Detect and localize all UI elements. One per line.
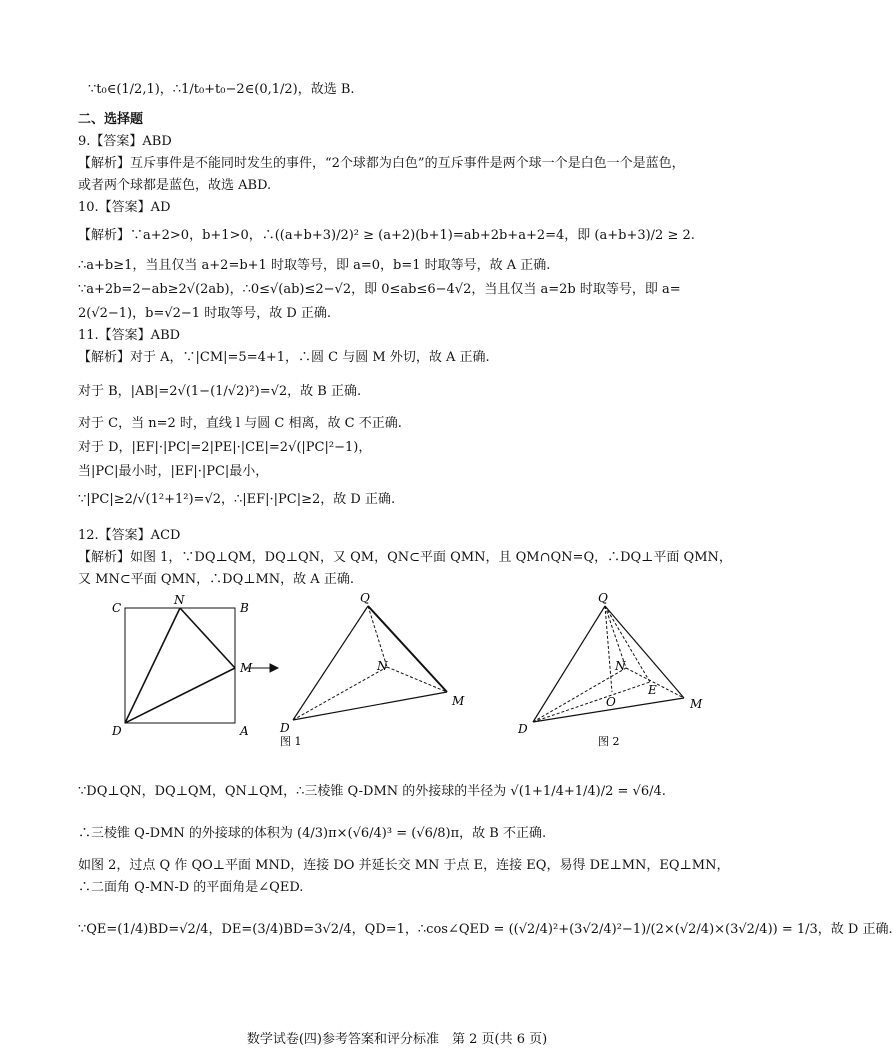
- f1-label-N: N: [377, 659, 388, 673]
- line-l20: ∵DQ⊥QN，DQ⊥QM，QN⊥QM，∴三棱锥 Q-DMN 的外接球的半径为 √(1+1/4+1/4)/2 = √6/4.: [78, 784, 666, 799]
- line-l8: ∵a+2b=2−ab≥2√(2ab)，∴0≤√(ab)≤2−√2，即 0≤ab≤6−4√2，当且仅当 a=2b 时取等号，即 a=: [78, 282, 681, 297]
- f2-label-D: D: [518, 722, 528, 736]
- line-l13: 对于 C，当 n=2 时，直线 l 与圆 C 相离，故 C 不正确.: [78, 416, 402, 431]
- label-B: B: [240, 601, 249, 615]
- line-l24: ∵QE=(1/4)BD=√2/4，DE=(3/4)BD=3√2/4，QD=1，∴cos∠QED = ((√2/4)²+(3√2/4)²−1)/(2×(√2/4)×(3√2/4)) = 1/3，故 D 正确.: [78, 922, 893, 937]
- line-l14: 对于 D，|EF|·|PC|=2|PE|·|CE|=2√(|PC|²−1)，: [78, 440, 372, 455]
- answer-12: 12.【答案】ACD: [78, 528, 181, 543]
- line-l22: 如图 2，过点 Q 作 QO⊥平面 MND，连接 DO 并延长交 MN 于点 E，连接 EQ，易得 DE⊥MN，EQ⊥MN，: [78, 858, 730, 873]
- f2-label-N: N: [615, 659, 626, 673]
- answer-10: 10.【答案】AD: [78, 200, 171, 215]
- f1-label-M: M: [452, 694, 465, 708]
- square-figure: [125, 608, 235, 723]
- f1-label-Q: Q: [360, 591, 370, 605]
- line-l12: 对于 B，|AB|=2√(1−(1/√2)²)=√2，故 B 正确.: [78, 384, 362, 399]
- figure-1: [293, 606, 447, 720]
- label-C: C: [112, 601, 122, 615]
- answer-9: 9.【答案】ABD: [78, 134, 172, 149]
- line-l4: 或者两个球都是蓝色，故选 ABD.: [78, 178, 272, 193]
- analysis-12: 【解析】如图 1，∵DQ⊥QM，DQ⊥QN，又 QM，QN⊂平面 QMN，且 QM∩QN=Q，∴DQ⊥平面 QMN，: [78, 550, 732, 565]
- f2-label-Q: Q: [598, 591, 608, 605]
- figure-1-caption: 图 1: [280, 735, 302, 748]
- analysis-9: 【解析】互斥事件是不能同时发生的事件，“2个球都为白色”的互斥事件是两个球一个是白色一个是蓝色，: [78, 156, 685, 171]
- line-l23: ∴二面角 Q-MN-D 的平面角是∠QED.: [78, 880, 304, 895]
- line-l15: 当|PC|最小时，|EF|·|PC|最小，: [78, 464, 269, 479]
- label-D: D: [112, 724, 122, 738]
- analysis-11: 【解析】对于 A，∵|CM|=5=4+1，∴圆 C 与圆 M 外切，故 A 正确.: [78, 350, 490, 365]
- label-M: M: [240, 661, 253, 675]
- line-l21: ∴三棱锥 Q-DMN 的外接球的体积为 (4/3)π×(√6/4)³ = (√6/8)π，故 B 不正确.: [78, 826, 547, 841]
- analysis-10: 【解析】∵a+2>0，b+1>0，∴((a+b+3)/2)² ≥ (a+2)(b+1)=ab+2b+a+2=4，即 (a+b+3)/2 ≥ 2.: [78, 228, 695, 243]
- f1-label-D: D: [280, 721, 290, 735]
- section-heading: 二、选择题: [78, 112, 144, 127]
- page-footer: 数学试卷(四)参考答案和评分标准 第 2 页(共 6 页): [246, 1032, 548, 1047]
- line-l19: 又 MN⊂平面 QMN，∴DQ⊥MN，故 A 正确.: [78, 572, 354, 587]
- line-l0: ∵t₀∈(1/2,1)，∴1/t₀+t₀−2∈(0,1/2)，故选 B.: [88, 82, 355, 97]
- label-A: A: [240, 724, 249, 738]
- f2-label-E: E: [648, 683, 657, 697]
- geometry-figures: [0, 590, 794, 755]
- line-l9: 2(√2−1)，b=√2−1 时取等号，故 D 正确.: [78, 306, 332, 321]
- line-l16: ∵|PC|≥2/√(1²+1²)=√2，∴|EF|·|PC|≥2，故 D 正确.: [78, 492, 396, 507]
- f2-label-M: M: [690, 697, 703, 711]
- answer-11: 11.【答案】ABD: [78, 328, 181, 343]
- line-l7: ∴a+b≥1，当且仅当 a+2=b+1 时取等号，即 a=0，b=1 时取等号，故 A 正确.: [78, 258, 551, 273]
- label-N: N: [174, 593, 185, 607]
- figure-2-caption: 图 2: [598, 735, 620, 748]
- f2-label-O: O: [606, 695, 616, 709]
